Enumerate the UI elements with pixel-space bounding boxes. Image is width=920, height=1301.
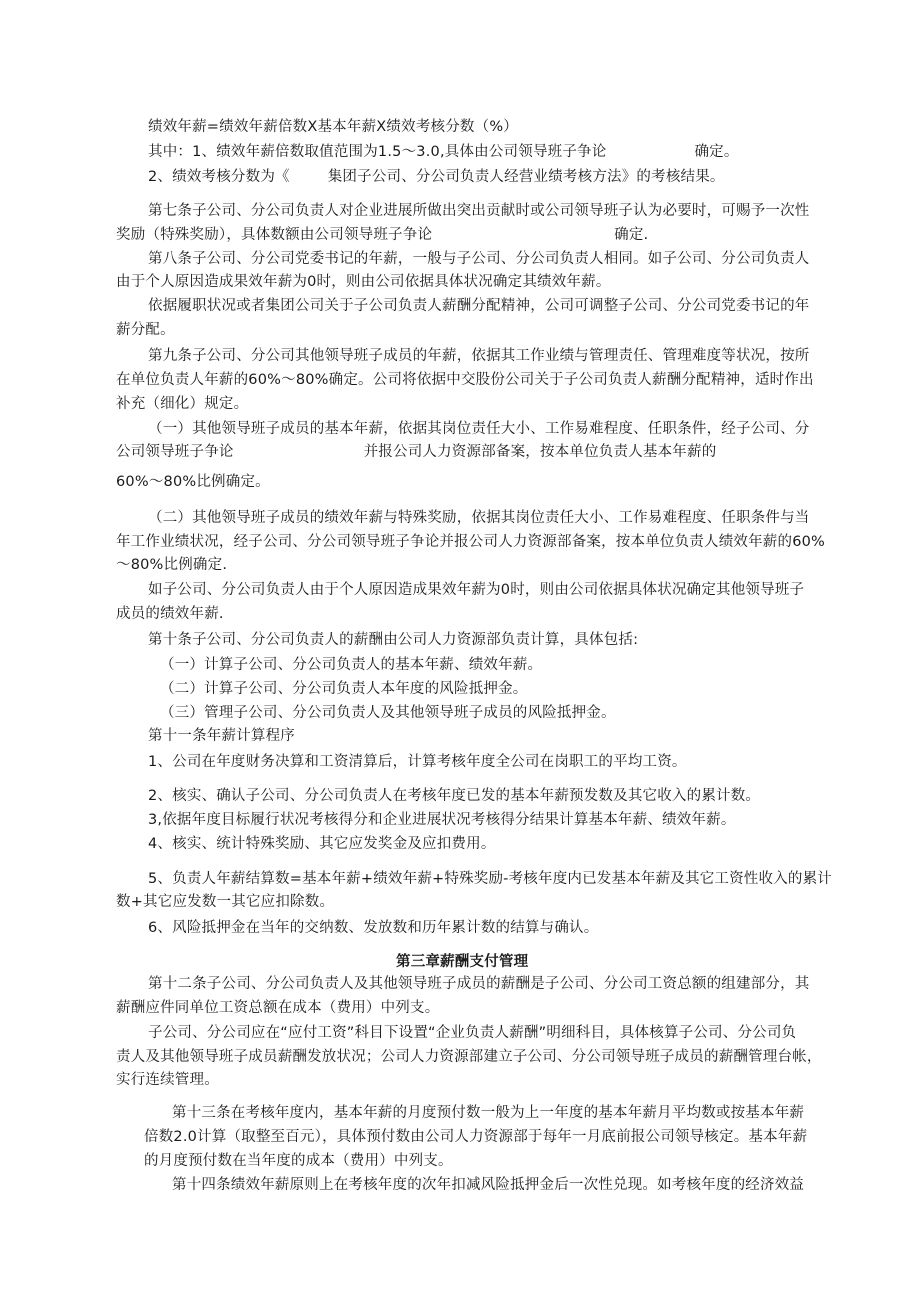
- paragraph-line: 第十四条绩效年薪原则上在考核年度的次年扣减风险抵押金后一次性兑现。如考核年度的经济效益: [172, 1177, 805, 1193]
- list-item: （二）计算子公司、分公司负责人本年度的风险抵押金。: [160, 681, 528, 697]
- paragraph-line: 薪酬应件同单位工资总额在成本（费用）中列支。: [116, 1000, 440, 1016]
- paragraph-line: 第十三条在考核年度内，基本年薪的月度预付数一般为上一年度的基本年薪月平均数或按基本年薪: [172, 1105, 805, 1121]
- paragraph-line: 第十一条年薪计算程序: [148, 728, 295, 744]
- text-run: 公司领导班子争论: [116, 444, 234, 460]
- list-item: （三）管理子公司、分公司负责人及其他领导班子成员的风险抵押金。: [160, 705, 616, 721]
- paragraph-line: 子公司、分公司应在“应付工资”科目下设置“企业负责人薪酬”明细科目，具体核算子公司、分公司负: [148, 1025, 797, 1041]
- paragraph-line: 如子公司、分公司负责人由于个人原因造成果效年薪为0时，则由公司依据具体状况确定其他领导班子: [148, 582, 805, 598]
- paragraph-line: 60%～80%比例确定。: [116, 474, 270, 490]
- chapter-title: 第三章薪酬支付管理: [396, 954, 529, 970]
- text-run: 确定。: [694, 144, 739, 160]
- text-run: 2、绩效考核分数为《: [148, 169, 290, 185]
- list-item: 1、公司在年度财务决算和工资清算后，计算考核年度全公司在岗职工的平均工资。: [148, 754, 687, 770]
- list-item: 3,依据年度目标履行状况考核得分和企业进展状况考核得分结果计算基本年薪、绩效年薪。: [148, 812, 736, 828]
- paragraph-line: 第九条子公司、分公司其他领导班子成员的年薪，依据其工作业绩与管理责任、管理难度等状况，按所: [148, 348, 810, 364]
- paragraph-line: 倍数2.0计算（取整至百元），具体预付数由公司人力资源部于每年一月底前报公司领导核定。基本年薪: [144, 1129, 808, 1145]
- paragraph-line: [148, 143, 739, 161]
- text-run: 集团子公司、分公司负责人经营业绩考核方法》的考核结果。: [327, 169, 725, 185]
- list-item: （一）计算子公司、分公司负责人的基本年薪、绩效年薪。: [160, 657, 543, 673]
- paragraph-line: [116, 226, 648, 244]
- paragraph-line: 第十条子公司、分公司负责人的薪酬由公司人力资源部负责计算，具体包括:: [148, 632, 639, 648]
- list-item: 数+其它应发数一其它应扣除数。: [116, 894, 335, 910]
- paragraph-line: 在单位负责人年薪的60%～80%确定。公司将依据中交股份公司关于子公司负责人薪酬分配精神，适时作出: [116, 372, 814, 388]
- paragraph-line: 成员的绩效年薪.: [116, 606, 224, 622]
- paragraph-line: 补充（细化）规定。: [116, 396, 249, 412]
- paragraph-line: 责人及其他领导班子成员薪酬发放状况；公司人力资源部建立子公司、分公司领导班子成员的薪酬管理台帐，: [116, 1049, 822, 1065]
- paragraph-line: （二）其他领导班子成员的绩效年薪与特殊奖励，依据其岗位责任大小、工作易难程度、任职条件与当: [148, 510, 810, 526]
- list-item: 5、负责人年薪结算数=基本年薪+绩效年薪+特殊奖励-考核年度内已发基本年薪及其它工资性收入的累计: [148, 871, 833, 887]
- paragraph-line: 由于个人原因造成果效年薪为0时，则由公司依据具体状况确定其绩效年薪。: [116, 274, 611, 290]
- formula-line: 绩效年薪=绩效年薪倍数X基本年薪X绩效考核分数（%）: [148, 119, 518, 135]
- paragraph-line: [148, 168, 725, 186]
- paragraph-line: 实行连续管理。: [116, 1072, 219, 1088]
- paragraph-line: 依据履职状况或者集团公司关于子公司负责人薪酬分配精神，公司可调整子公司、分公司党委书记的年: [148, 298, 810, 314]
- list-item: 6、风险抵押金在当年的交纳数、发放数和历年累计数的结算与确认。: [148, 920, 599, 936]
- list-item: 2、核实、确认子公司、分公司负责人在考核年度已发的基本年薪预发数及其它收入的累计数。: [148, 788, 761, 804]
- text-run: 确定.: [614, 227, 649, 243]
- paragraph-line: [116, 443, 716, 461]
- paragraph-line: 的月度预付数在当年度的成本（费用）中列支。: [144, 1153, 453, 1169]
- paragraph-line: 年工作业绩状况，经子公司、分公司领导班子争论并报公司人力资源部备案，按本单位负责人绩效年薪的60%: [116, 534, 826, 550]
- paragraph-line: 第十二条子公司、分公司负责人及其他领导班子成员的薪酬是子公司、分公司工资总额的组建部分，其: [148, 976, 810, 992]
- paragraph-line: ～80%比例确定.: [116, 557, 228, 573]
- paragraph-line: （一）其他领导班子成员的基本年薪，依据其岗位责任大小、工作易难程度、任职条件，经子公司、分: [148, 421, 810, 437]
- paragraph-line: 薪分配。: [116, 322, 175, 338]
- text-run: 奖励（特殊奖励），具体数额由公司领导班子争论: [116, 227, 433, 243]
- text-run: 并报公司人力资源部备案，按本单位负责人基本年薪的: [363, 444, 717, 460]
- paragraph-line: 第七条子公司、分公司负责人对企业进展所做出突出贡献时或公司领导班子认为必要时，可赐予一次性: [148, 203, 810, 219]
- text-run: 其中：1、绩效年薪倍数取值范围为1.5～3.0,具体由公司领导班子争论: [148, 144, 607, 160]
- paragraph-line: 第八条子公司、分公司党委书记的年薪，一般与子公司、分公司负责人相同。如子公司、分公司负责人: [148, 251, 810, 267]
- list-item: 4、核实、统计特殊奖励、其它应发奖金及应扣费用。: [148, 836, 496, 852]
